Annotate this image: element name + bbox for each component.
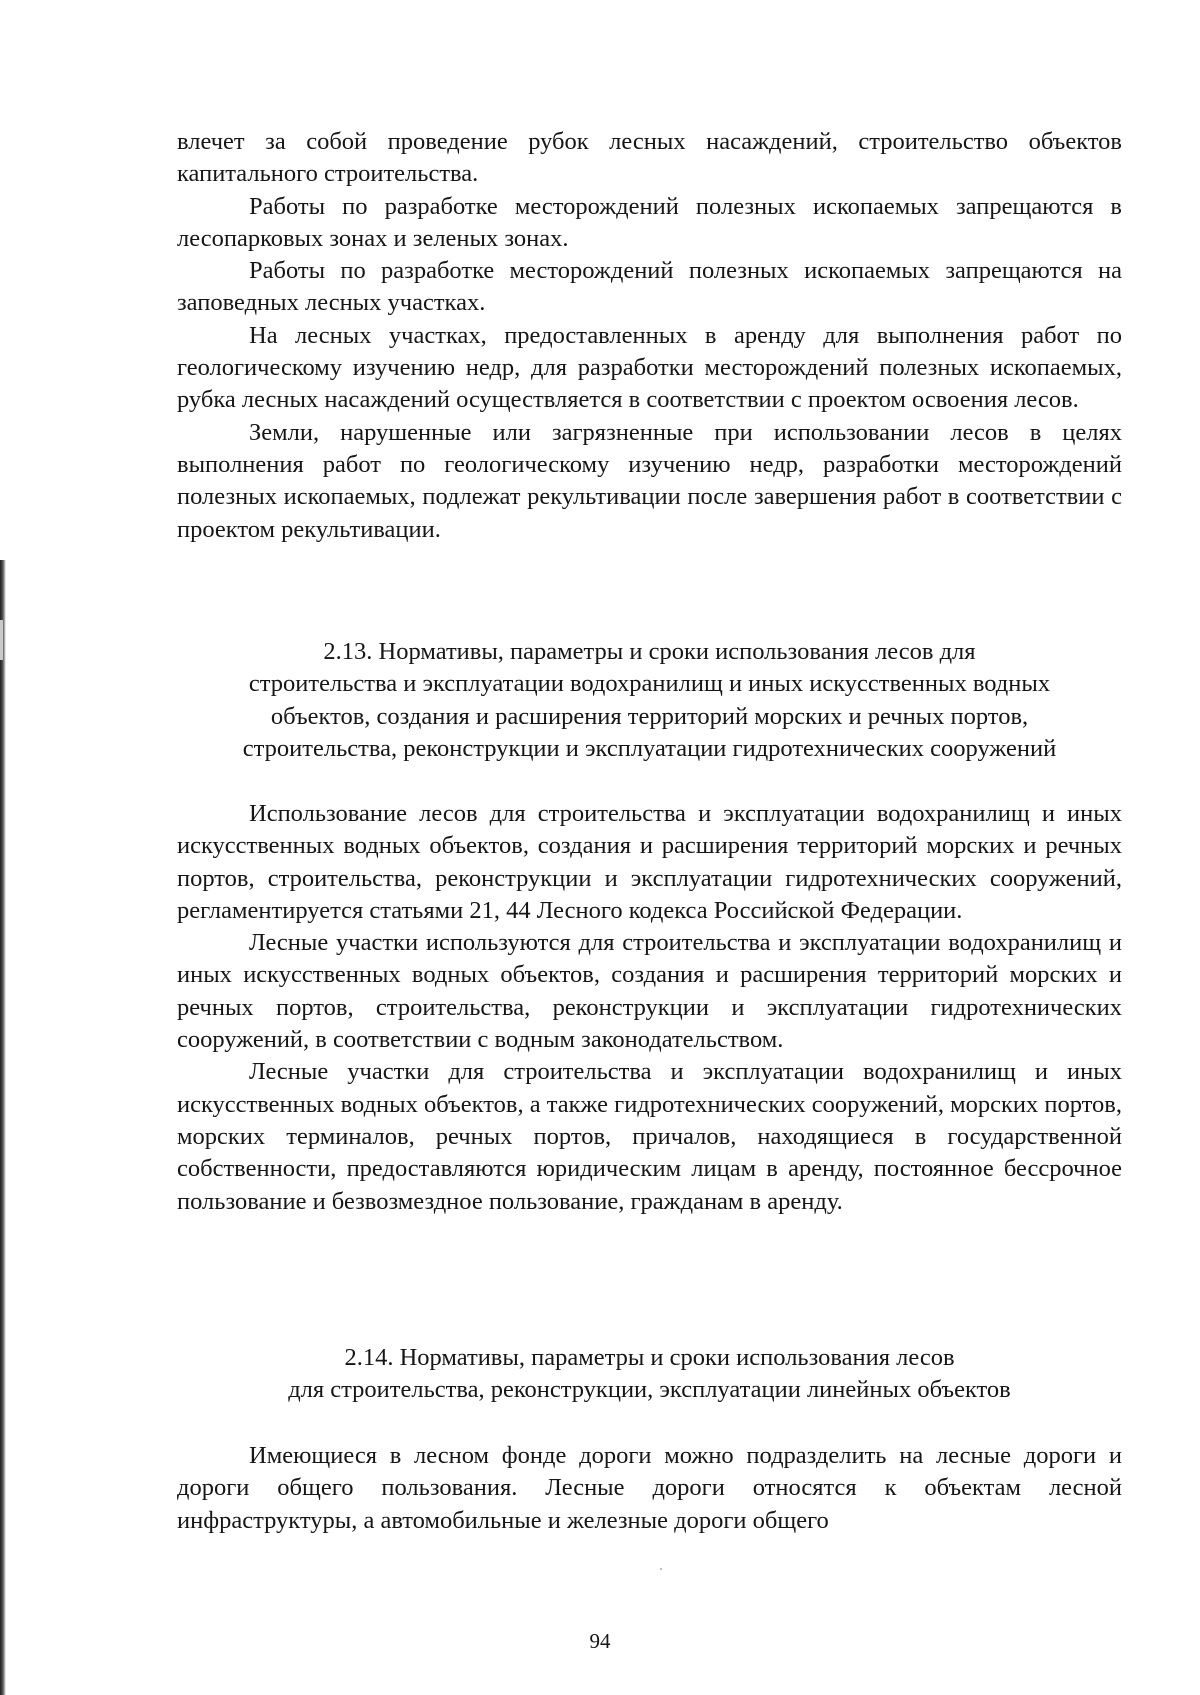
section-heading-2-14: [177, 1342, 1122, 1407]
paragraph-reserve-ban: Работы по разработке месторождений полезных ископаемых запрещаются на заповедных лесных участках.: [177, 257, 1122, 317]
paragraph-forest-park-ban: Работы по разработке месторождений полезных ископаемых запрещаются в лесопарковых зонах и зеленых зонах.: [177, 192, 1122, 252]
page-number: 94: [589, 1629, 611, 1653]
scan-speck: [660, 1568, 662, 1570]
paragraph-recultivation: Земли, нарушенные или загрязненные при использовании лесов в целях выполнения работ по геологическому изучению недр, разработки месторождений полезных ископаемых, подлежат рекультивации после завершения работ в соответствии с проектом рекультивации.: [177, 418, 1122, 543]
section-heading-2-13-line-4: строительства, реконструкции и эксплуатации гидротехнических сооружений: [242, 734, 1057, 762]
paragraph-regulation-articles: Использование лесов для строительства и эксплуатации водохранилищ и иных искусственных водных объектов, создания и расширения территорий морских и речных портов, строительства, реконструкции и эксплуатации гидротехнических сооружений, регламентируется статьями 21, 44 Лесного кодекса Российской Федерации.: [177, 800, 1122, 924]
paragraph-forest-roads: Имеющиеся в лесном фонде дороги можно подразделить на лесные дороги и дороги общего пользования. Лесные дороги относятся к объектам лесной инфраструктуры, а автомобильные и железные дороги общего: [177, 1442, 1122, 1534]
paragraph-continuation: влечет за собой проведение рубок лесных насаждений, строительство объектов капитального строительства.: [177, 128, 1122, 188]
section-heading-2-13-line-2: строительства и эксплуатации водохранилищ и иных искусственных водных: [248, 670, 1051, 698]
paragraph-leased-plots-felling: На лесных участках, предоставленных в аренду для выполнения работ по геологическому изучению недр, для разработки месторождений полезных ископаемых, рубка лесных насаждений осуществляется в соответствии с проектом освоения лесов.: [177, 321, 1122, 414]
section-2-13-body: [177, 798, 1122, 1218]
paragraph-group-mining: [177, 126, 1122, 546]
section-heading-2-13-line-1: 2.13. Нормативы, параметры и сроки использования лесов для: [323, 638, 976, 665]
section-2-14-body: [177, 1440, 1122, 1537]
section-heading-2-13: [177, 636, 1122, 765]
section-heading-2-14-line-2: для строительства, реконструкции, эксплуатации линейных объектов: [288, 1376, 1011, 1404]
scan-edge-mark: [0, 620, 3, 660]
section-heading-2-14-line-1: 2.14. Нормативы, параметры и сроки использования лесов: [344, 1344, 955, 1371]
section-heading-2-13-line-3: объектов, создания и расширения территорий морских и речных портов,: [270, 702, 1029, 730]
scan-edge-clear-area: [0, 0, 6, 560]
paragraph-water-legislation: Лесные участки используются для строительства и эксплуатации водохранилищ и иных искусственных водных объектов, создания и расширения территорий морских и речных портов, строительства, реконструкции и эксплуатации гидротехнических сооружений, в соответствии с водным законодательством.: [177, 929, 1122, 1054]
paragraph-lease-provision: Лесные участки для строительства и эксплуатации водохранилищ и иных искусственных водных объектов, а также гидротехнических сооружений, морских портов, морских терминалов, речных портов, причалов, находящиеся в государственной собственности, предоставляются юридическим лицам в аренду, постоянное бессрочное пользование и безвозмездное пользование, гражданам в аренду.: [177, 1058, 1122, 1215]
